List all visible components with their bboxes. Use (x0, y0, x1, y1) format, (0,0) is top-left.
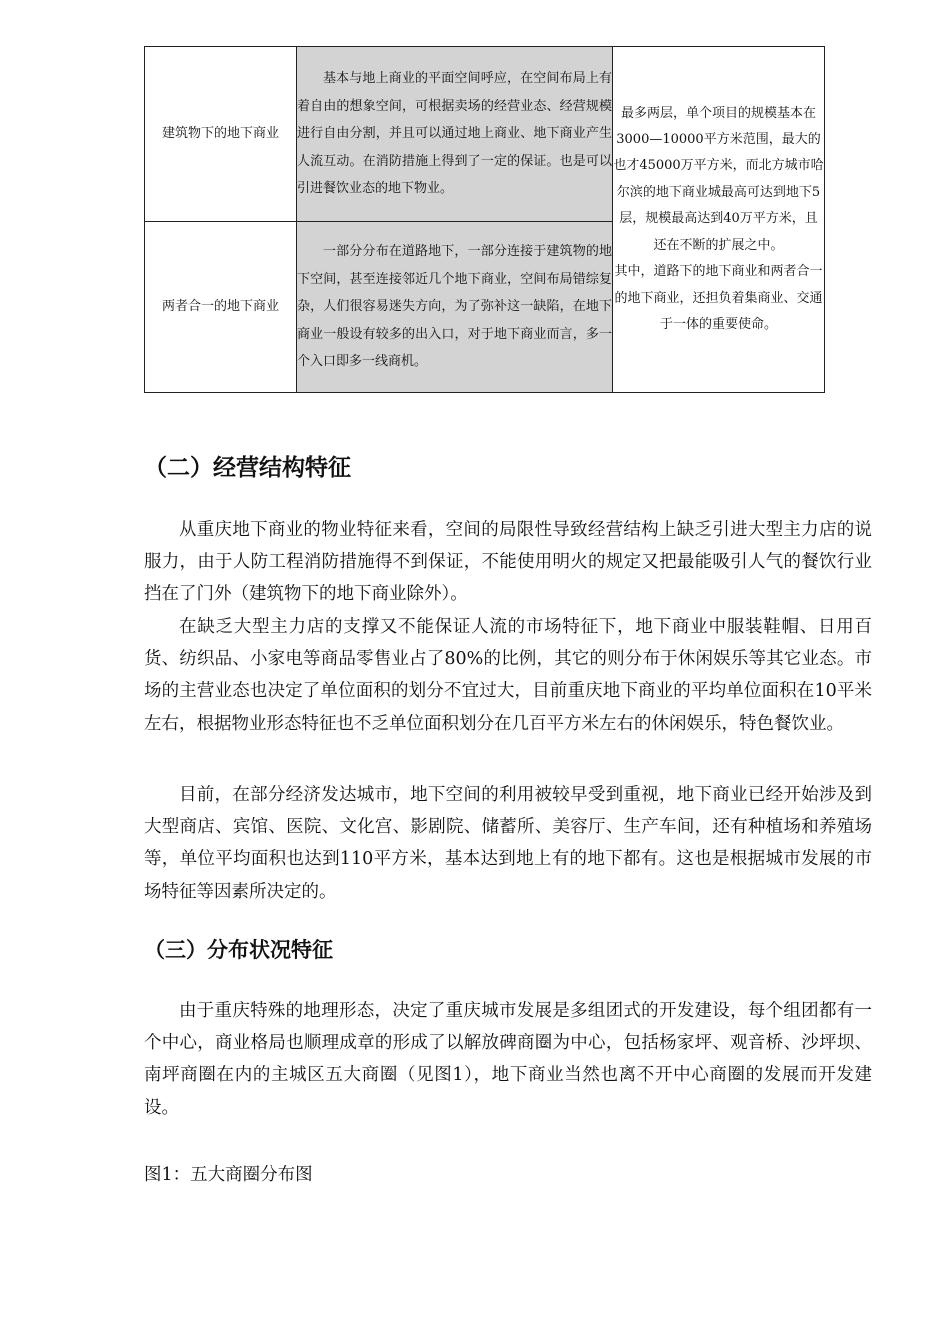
row2-type-cell: 两者合一的地下商业 (145, 222, 297, 393)
row2-description-cell: 一部分分布在道路地下，一部分连接于建筑物的地下空间，甚至连接邻近几个地下商业，空间布局错综复杂，人们很容易迷失方向，为了弥补这一缺陷，在地下商业一般设有较多的出入口，对于地下商业而言，多一个入口即多一线商机。 (297, 222, 613, 393)
row1-type-cell: 建筑物下的地下商业 (145, 47, 297, 222)
row1-description-cell: 基本与地上商业的平面空间呼应，在空间布局上有着自由的想象空间，可根据卖场的经营业态、经营规模进行自由分割，并且可以通过地上商业、地下商业产生人流互动。在消防措施上得到了一定的保证。也是可以引进餐饮业态的地下物业。 (297, 47, 613, 222)
paragraph: 在缺乏大型主力店的支撑又不能保证人流的市场特征下，地下商业中服装鞋帽、日用百货、纺织品、小家电等商品零售业占了80%的比例，其它的则分布于休闲娱乐等其它业态。市场的主营业态也决定了单位面积的划分不宜过大，目前重庆地下商业的平均单位面积在10平米左右，根据物业形态特征也不乏单位面积划分在几百平方米左右的休闲娱乐，特色餐饮业。 (144, 617, 872, 734)
paragraph: 由于重庆特殊的地理形态，决定了重庆城市发展是多组团式的开发建设，每个组团都有一个中心，商业格局也顺理成章的形成了以解放碑商圈为中心，包括杨家坪、观音桥、沙坪坝、南坪商圈在内的主城区五大商圈（见图1），地下商业当然也离不开中心商圈的发展而开发建设。 (144, 1001, 872, 1118)
merged-scale-cell (613, 47, 825, 393)
section-heading-distribution: （三）分布状况特征 (144, 938, 333, 962)
paragraph: 目前，在部分经济发达城市，地下空间的利用被较早受到重视，地下商业已经开始涉及到大型商店、宾馆、医院、文化宫、影剧院、储蓄所、美容厅、生产车间，还有种植场和养殖场等，单位平均面积也达到110平方米，基本达到地上有的地下都有。这也是根据城市发展的市场特征等因素所决定的。 (144, 785, 872, 902)
merged-mission-text: 其中，道路下的地下商业和两者合一的地下商业，还担负着集商业、交通于一体的重要使命。 (614, 264, 823, 332)
figure-caption: 图1：五大商圈分布图 (144, 1165, 313, 1185)
merged-scale-text: 最多两层，单个项目的规模基本在3000—10000平方米范围，最大的也才45000万平方米，而北方城市哈尔滨的地下商业城最高可达到地下5层，规模最高达到40万平方米，且还在不断的扩展之中。 (613, 105, 824, 253)
section-heading-operation: （二）经营结构特征 (144, 455, 351, 481)
property-type-table (144, 46, 825, 393)
paragraph: 从重庆地下商业的物业特征来看，空间的局限性导致经营结构上缺乏引进大型主力店的说服力，由于人防工程消防措施得不到保证，不能使用明火的规定又把最能吸引人气的餐饮行业挡在了门外（建筑物下的地下商业除外）。 (144, 520, 872, 605)
table-row (145, 47, 825, 222)
